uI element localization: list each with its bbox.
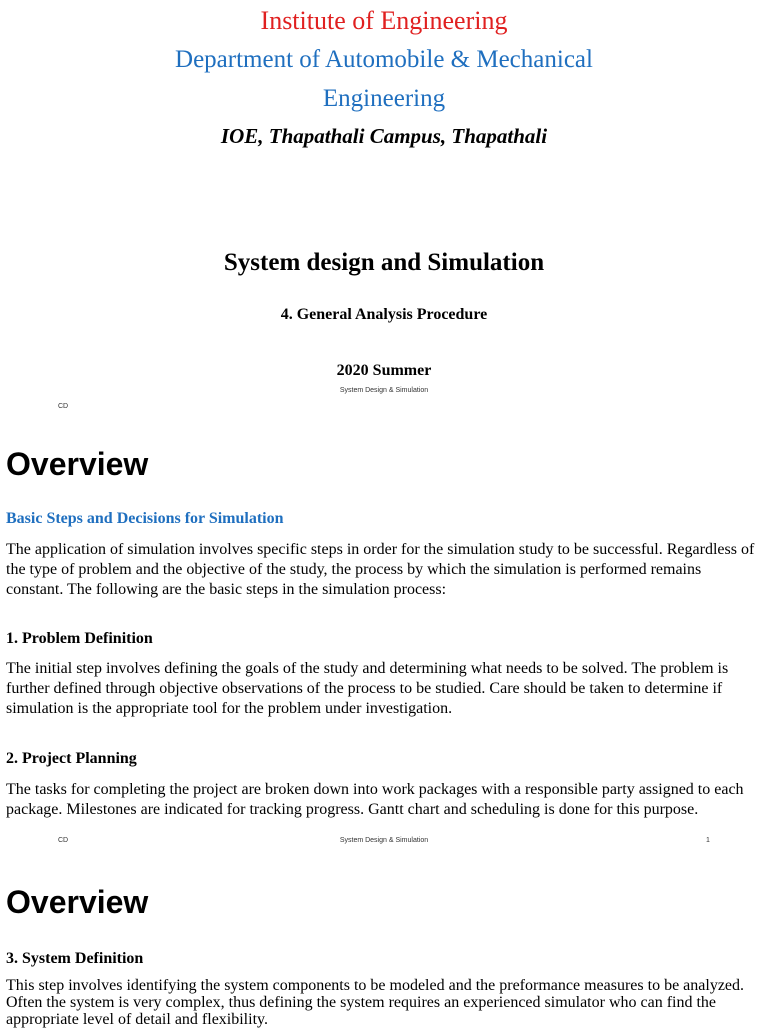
slide-footer-title: System Design & Simulation: [339, 837, 429, 844]
step-3-text: This step involves identifying the system components to be modeled and the preformance measures to be analyzed. Often the system is very complex, thus defining the system requires an experienced simulator who can find the appropriate level of detail and flexibility.: [6, 977, 745, 1028]
step-1-title: 1. Problem Definition: [6, 630, 153, 647]
chapter-title: 4. General Analysis Procedure: [280, 306, 488, 323]
page-number: 1: [706, 837, 710, 844]
cover-footer-title: System Design & Simulation: [339, 387, 429, 394]
overview-heading-2: Overview: [6, 884, 149, 920]
step-2-title: 2. Project Planning: [6, 750, 137, 767]
cover-footer-initials: CD: [58, 403, 69, 410]
step-3-title: 3. System Definition: [6, 950, 144, 967]
step-1-text: The initial step involves defining the goals of the study and determining what needs to be solved. The problem is further defined through objective observations of the process to be studied. Care should be taken to determine if simulation is the appropriate tool for the problem under investigation.: [6, 660, 729, 717]
institute-title: Institute of Engineering: [260, 6, 508, 35]
step-2-text: The tasks for completing the project are broken down into work packages with a responsible party assigned to each package. Milestones are indicated for tracking progress. Gantt chart and scheduling is done for this purpose.: [6, 781, 744, 818]
department-line-1: Department of Automobile & Mechanical: [175, 46, 593, 73]
course-title: System design and Simulation: [223, 249, 545, 276]
term-label: 2020 Summer: [336, 362, 432, 379]
campus-name: IOE, Thapathali Campus, Thapathali: [220, 124, 548, 148]
section-subheading: Basic Steps and Decisions for Simulation: [6, 510, 284, 527]
department-line-2: Engineering: [322, 85, 446, 112]
intro-paragraph: The application of simulation involves specific steps in order for the simulation study to be successful. Regardless of the type of problem and the objective of the study, the process by which the simulation is performed remains constant. The following are the basic steps in the simulation process:: [6, 541, 755, 598]
overview-heading: Overview: [6, 446, 149, 482]
slide-footer-initials: CD: [58, 837, 69, 844]
